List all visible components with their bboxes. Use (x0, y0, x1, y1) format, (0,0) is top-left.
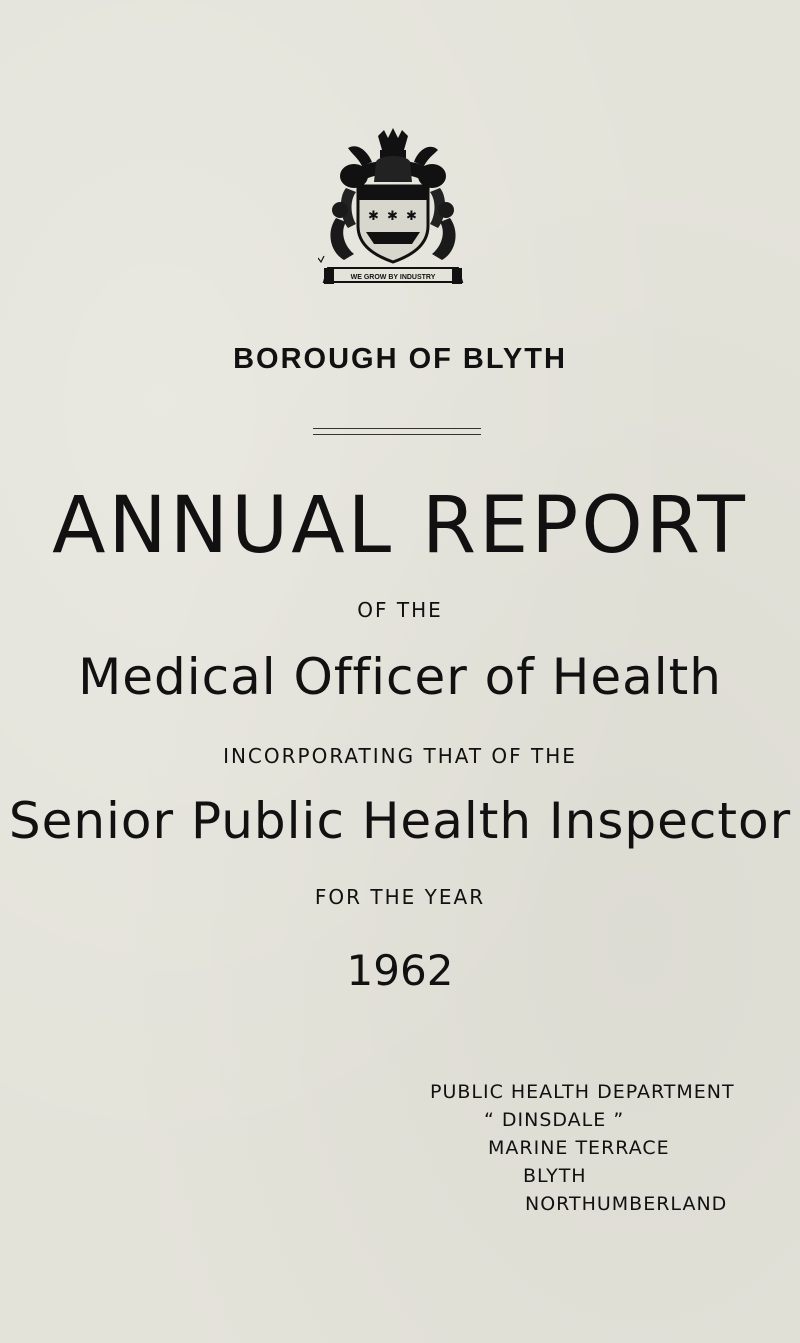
department-address (430, 1078, 800, 1218)
svg-text:✱: ✱ (406, 209, 417, 224)
report-title: ANNUAL REPORT (52, 481, 748, 571)
divider-rule (313, 428, 481, 435)
officer-title: Medical Officer of Health (78, 648, 722, 706)
address-street: MARINE TERRACE (488, 1137, 670, 1159)
inspector-title: Senior Public Health Inspector (8, 792, 792, 850)
borough-crest-emblem (318, 128, 468, 290)
address-house: “ DINSDALE ” (484, 1109, 625, 1131)
address-department: PUBLIC HEALTH DEPARTMENT (430, 1081, 735, 1103)
svg-text:✱: ✱ (368, 209, 379, 224)
svg-text:✱: ✱ (387, 209, 398, 224)
address-county: NORTHUMBERLAND (525, 1193, 728, 1215)
incorporating-text: INCORPORATING THAT OF THE (223, 744, 577, 768)
of-the-text: OF THE (357, 598, 443, 622)
report-year: 1962 (346, 946, 454, 995)
crest-motto: WE GROW BY INDUSTRY (350, 274, 436, 281)
borough-heading: BOROUGH OF BLYTH (233, 343, 567, 375)
for-the-year-text: FOR THE YEAR (314, 885, 486, 909)
address-town: BLYTH (523, 1165, 587, 1187)
